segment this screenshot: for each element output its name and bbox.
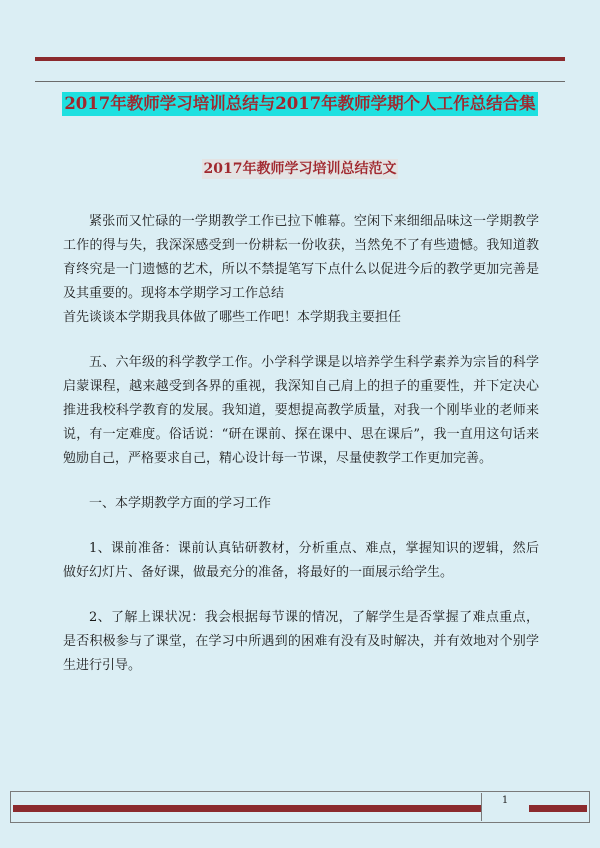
document-subtitle: 2017年教师学习培训总结范文 [203,161,397,177]
paragraph-intro: 紧张而又忙碌的一学期教学工作已拉下帷幕。空闲下来细细品味这一学期教学工作的得与失，我深深感受到一份耕耘一份收获，当然免不了有些遗憾。我知道教育终究是一门遗憾的艺术，所以不禁提笔写下点什么以促进今后的教学更加完善是及其重要的。现将本学期学习工作总结 [63,214,539,301]
paragraph-lesson-prep: 1、课前准备：课前认真钻研教材，分析重点、难点，掌握知识的逻辑，然后做好幻灯片、备好课，做最充分的准备，将最好的一面展示给学生。 [63,541,539,580]
paragraph-science-teaching: 五、六年级的科学教学工作。小学科学课是以培养学生科学素养为宗旨的科学启蒙课程，越来越受到各界的重视，我深知自己肩上的担子的重要性，并下定决心推进我校科学教育的发展。我知道，要想提高教学质量，对我一个刚毕业的老师来说，有一定难度。俗话说：“研在课前、探在课中、思在课后”，我一直用这句话来勉励自己，严格要求自己，精心设计每一节课，尽量使教学工作更加完善。 [63,355,539,466]
header-rule-thin [35,81,565,82]
subtitle-container [0,158,600,179]
document-body [63,210,539,678]
document-title: 2017年教师学习培训总结与2017年教师学期个人工作总结合集 [62,92,537,116]
header-rule-thick [35,57,565,61]
footer-bar-left [13,805,481,812]
paragraph-class-status: 2、了解上课状况：我会根据每节课的情况，了解学生是否掌握了难点重点，是否积极参与了课堂，在学习中所遇到的困难有没有及时解决，并有效地对个别学生进行引导。 [63,610,539,673]
paragraph-duties: 首先谈谈本学期我具体做了哪些工作吧！本学期我主要担任 [63,310,402,325]
page-number: 1 [501,795,509,806]
title-container [0,92,600,116]
section-heading-teaching-study: 一、本学期教学方面的学习工作 [89,496,272,511]
footer-divider [481,793,482,821]
footer-bar-right [529,805,587,812]
